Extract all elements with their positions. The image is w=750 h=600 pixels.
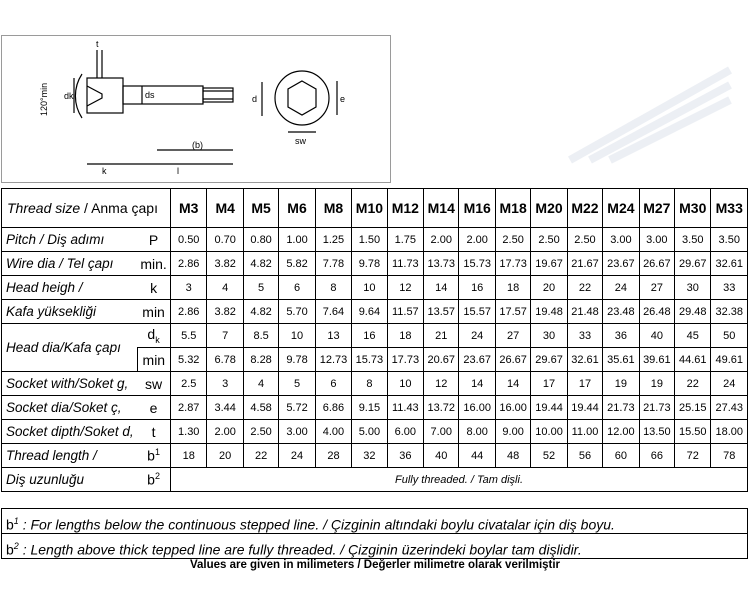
value-cell: 32.61 <box>711 252 748 276</box>
table-row <box>2 444 748 468</box>
row-symbol: k <box>137 276 170 300</box>
size-header-cell: M18 <box>495 189 530 228</box>
row-symbol: min. <box>137 252 170 276</box>
value-cell: 39.61 <box>639 348 674 372</box>
value-cell: 2.00 <box>424 228 459 252</box>
value-cell: 1.50 <box>352 228 387 252</box>
value-cell: 2.87 <box>171 396 207 420</box>
value-cell: 1.30 <box>171 420 207 444</box>
value-cell: 17.57 <box>495 300 530 324</box>
value-cell: 2.86 <box>171 252 207 276</box>
footnote-text: : Length above thick tepped line are fully threaded. / Çizginin üzerindeki boylar tam dişlidir. <box>18 541 582 558</box>
value-cell: 13.73 <box>424 252 459 276</box>
value-cell: 35.61 <box>603 348 639 372</box>
table-row <box>2 468 748 492</box>
value-cell: 19.44 <box>531 396 567 420</box>
value-cell: 2.50 <box>531 228 567 252</box>
row-label: Thread length / <box>2 444 138 468</box>
value-cell: 33 <box>711 276 748 300</box>
row-label: Head heigh / <box>2 276 138 300</box>
table-row <box>2 276 748 300</box>
footnote-prefix: b <box>6 516 14 533</box>
label-d: d <box>252 94 258 104</box>
value-cell: 10.00 <box>531 420 567 444</box>
size-header-cell: M6 <box>279 189 315 228</box>
value-cell: 16.00 <box>495 396 530 420</box>
value-cell: 9.15 <box>352 396 387 420</box>
value-cell: 30 <box>675 276 711 300</box>
row-symbol: $b^2$ <box>137 468 170 492</box>
row-label: Kafa yüksekliği <box>2 300 138 324</box>
thread-size-separator: / <box>80 200 92 216</box>
value-cell: 15.73 <box>459 252 495 276</box>
value-cell: 2.00 <box>207 420 243 444</box>
value-cell: 10 <box>387 372 423 396</box>
value-cell: 13.57 <box>424 300 459 324</box>
bolt-shank-shape <box>123 86 203 104</box>
value-cell: 19.67 <box>531 252 567 276</box>
notes-block <box>1 508 748 559</box>
footnote <box>2 533 747 558</box>
size-header-cell: M33 <box>711 189 748 228</box>
value-cell: 29.48 <box>675 300 711 324</box>
specification-table <box>1 188 748 492</box>
value-cell: 78 <box>711 444 748 468</box>
size-header-cell: M16 <box>459 189 495 228</box>
value-cell: 3.82 <box>207 252 243 276</box>
value-cell: 36 <box>387 444 423 468</box>
value-cell: 3.00 <box>603 228 639 252</box>
row-label: Pitch / Diş adımı <box>2 228 138 252</box>
value-cell: 7.64 <box>315 300 351 324</box>
row-symbol: $d_k$ <box>137 324 170 348</box>
value-cell: 36 <box>603 324 639 348</box>
value-cell: 3 <box>171 276 207 300</box>
value-cell: 32.38 <box>711 300 748 324</box>
table-row <box>2 324 748 348</box>
value-cell: 17 <box>567 372 602 396</box>
value-cell: 8 <box>315 276 351 300</box>
size-header-cell: M24 <box>603 189 639 228</box>
value-cell: 9.78 <box>352 252 387 276</box>
value-cell: 18.00 <box>711 420 748 444</box>
value-cell: 4.82 <box>243 300 278 324</box>
value-cell: 16 <box>352 324 387 348</box>
value-cell: 26.67 <box>495 348 530 372</box>
value-cell: 6.78 <box>207 348 243 372</box>
value-cell: 0.80 <box>243 228 278 252</box>
value-cell: 9.78 <box>279 348 315 372</box>
value-cell: 60 <box>603 444 639 468</box>
value-cell: 16.00 <box>459 396 495 420</box>
header-row <box>2 189 748 228</box>
value-cell: 3.00 <box>279 420 315 444</box>
label-l: l <box>177 166 179 176</box>
value-cell: 22 <box>675 372 711 396</box>
label-b: (b) <box>192 140 203 150</box>
label-k: k <box>102 166 107 176</box>
value-cell: 21.73 <box>639 396 674 420</box>
end-view-circle <box>275 71 329 125</box>
value-cell: 2.50 <box>567 228 602 252</box>
label-dk: dk <box>64 91 74 101</box>
value-cell: 56 <box>567 444 602 468</box>
value-cell: 2.00 <box>459 228 495 252</box>
table-row <box>2 420 748 444</box>
specification-table-body <box>2 189 748 492</box>
size-header-cell: M30 <box>675 189 711 228</box>
value-cell: 0.70 <box>207 228 243 252</box>
value-cell: 24 <box>279 444 315 468</box>
bolt-drawing-svg <box>2 36 390 182</box>
value-cell: 7 <box>207 324 243 348</box>
row-symbol: e <box>137 396 170 420</box>
value-cell: 6 <box>315 372 351 396</box>
bolt-thread-shape <box>203 88 233 102</box>
value-cell: 14 <box>424 276 459 300</box>
label-ds: ds <box>145 90 155 100</box>
value-cell: 13 <box>315 324 351 348</box>
watermark-screw-graphic <box>560 60 740 170</box>
value-cell: 26.67 <box>639 252 674 276</box>
value-cell: 10 <box>352 276 387 300</box>
row-label: Socket with/Soket g, <box>2 372 138 396</box>
value-cell: 14 <box>495 372 530 396</box>
value-cell: 21.48 <box>567 300 602 324</box>
row-label: Socket dia/Soket ç, <box>2 396 138 420</box>
value-cell: 25.15 <box>675 396 711 420</box>
value-cell: 18 <box>495 276 530 300</box>
value-cell: 11.00 <box>567 420 602 444</box>
value-cell: 5.00 <box>352 420 387 444</box>
value-cell: 12 <box>387 276 423 300</box>
value-cell: 8.5 <box>243 324 278 348</box>
value-cell: 4.82 <box>243 252 278 276</box>
value-cell: 28 <box>315 444 351 468</box>
value-cell: 6.00 <box>387 420 423 444</box>
value-cell: 23.67 <box>603 252 639 276</box>
label-t: t <box>96 39 99 49</box>
size-header-cell: M10 <box>352 189 387 228</box>
value-cell: 12.73 <box>315 348 351 372</box>
value-cell: 19.44 <box>567 396 602 420</box>
value-cell: 17 <box>531 372 567 396</box>
row-symbol: min <box>137 348 170 372</box>
value-cell: 48 <box>495 444 530 468</box>
value-cell: 4 <box>207 276 243 300</box>
value-cell: 3.44 <box>207 396 243 420</box>
value-cell: 13.72 <box>424 396 459 420</box>
value-cell: 11.57 <box>387 300 423 324</box>
value-cell: 19.48 <box>531 300 567 324</box>
value-cell: 32 <box>352 444 387 468</box>
value-cell: 1.75 <box>387 228 423 252</box>
value-cell: 40 <box>639 324 674 348</box>
value-cell: 6 <box>279 276 315 300</box>
value-cell: 2.5 <box>171 372 207 396</box>
value-cell: 4.00 <box>315 420 351 444</box>
value-cell: 15.57 <box>459 300 495 324</box>
value-cell: 4 <box>243 372 278 396</box>
label-sw: sw <box>295 136 306 146</box>
technical-drawing <box>1 35 391 183</box>
value-cell: 22 <box>567 276 602 300</box>
value-cell: 20.67 <box>424 348 459 372</box>
row-symbol: t <box>137 420 170 444</box>
value-cell: 40 <box>424 444 459 468</box>
footnote <box>2 508 747 533</box>
label-e: e <box>340 94 346 104</box>
table-row <box>2 372 748 396</box>
thread-size-label-tr: Anma çapı <box>91 200 158 216</box>
size-header-cell: M27 <box>639 189 674 228</box>
value-cell: 44.61 <box>675 348 711 372</box>
socket-cone-shape <box>87 86 102 106</box>
value-cell: 20 <box>207 444 243 468</box>
value-cell: 18 <box>171 444 207 468</box>
value-cell: 3.50 <box>675 228 711 252</box>
size-header-cell: M12 <box>387 189 423 228</box>
value-cell: 4.58 <box>243 396 278 420</box>
value-cell: 9.00 <box>495 420 530 444</box>
value-cell: 32.61 <box>567 348 602 372</box>
value-cell: 17.73 <box>387 348 423 372</box>
value-cell: 8.28 <box>243 348 278 372</box>
value-cell: 10 <box>279 324 315 348</box>
table-row <box>2 300 748 324</box>
footnote-text: : For lengths below the continuous stepped line. / Çizginin altındaki boylu civatalar için diş boyu. <box>18 516 615 533</box>
size-header-cell: M4 <box>207 189 243 228</box>
value-cell: 8.00 <box>459 420 495 444</box>
size-header-cell: M5 <box>243 189 278 228</box>
row-symbol: P <box>137 228 170 252</box>
value-cell: 12.00 <box>603 420 639 444</box>
hex-socket-shape <box>288 81 316 115</box>
value-cell: 27 <box>639 276 674 300</box>
footnote-prefix: b <box>6 541 14 558</box>
value-cell: 12 <box>424 372 459 396</box>
size-header-cell: M22 <box>567 189 602 228</box>
value-cell: 5.32 <box>171 348 207 372</box>
value-cell: 15.50 <box>675 420 711 444</box>
value-cell: 50 <box>711 324 748 348</box>
value-cell: 1.25 <box>315 228 351 252</box>
value-cell: 1.00 <box>279 228 315 252</box>
value-cell: 21.73 <box>603 396 639 420</box>
value-cell: 7.00 <box>424 420 459 444</box>
value-cell: 27.43 <box>711 396 748 420</box>
value-cell: 8 <box>352 372 387 396</box>
value-cell: 3.00 <box>639 228 674 252</box>
value-cell: 30 <box>531 324 567 348</box>
row-symbol: $b^1$ <box>137 444 170 468</box>
units-footer: Values are given in milimeters / Değerler milimetre olarak verilmiştir <box>189 559 561 571</box>
table-row <box>2 228 748 252</box>
value-cell: 5.70 <box>279 300 315 324</box>
row-label: Socket dipth/Soket d, <box>2 420 138 444</box>
value-cell: 24 <box>459 324 495 348</box>
value-cell: 72 <box>675 444 711 468</box>
value-cell: 21 <box>424 324 459 348</box>
value-cell: 2.50 <box>243 420 278 444</box>
value-cell: 21.67 <box>567 252 602 276</box>
value-cell: 7.78 <box>315 252 351 276</box>
size-header-cell: M20 <box>531 189 567 228</box>
value-cell: 9.64 <box>352 300 387 324</box>
value-cell: 52 <box>531 444 567 468</box>
value-cell: 44 <box>459 444 495 468</box>
value-cell: 11.73 <box>387 252 423 276</box>
value-cell: 2.86 <box>171 300 207 324</box>
value-cell: 20 <box>531 276 567 300</box>
value-cell: 17.73 <box>495 252 530 276</box>
value-cell: 5.72 <box>279 396 315 420</box>
value-cell: 18 <box>387 324 423 348</box>
value-cell: 14 <box>459 372 495 396</box>
value-cell: 23.48 <box>603 300 639 324</box>
row-symbol: sw <box>137 372 170 396</box>
angle-arc <box>75 74 82 118</box>
thread-size-header <box>2 189 171 228</box>
value-cell: 13.50 <box>639 420 674 444</box>
value-cell: 3.82 <box>207 300 243 324</box>
row-label: Wire dia / Tel çapı <box>2 252 138 276</box>
bolt-head-shape <box>87 78 123 113</box>
footnote-number: 1 <box>13 516 19 526</box>
value-cell: 45 <box>675 324 711 348</box>
fully-threaded-note: Fully threaded. / Tam dişli. <box>171 468 748 492</box>
footnote-number: 2 <box>13 541 19 551</box>
value-cell: 19 <box>603 372 639 396</box>
value-cell: 2.50 <box>495 228 530 252</box>
value-cell: 24 <box>711 372 748 396</box>
label-angle: 120°min <box>39 82 49 116</box>
value-cell: 49.61 <box>711 348 748 372</box>
value-cell: 5.82 <box>279 252 315 276</box>
size-header-cell: M14 <box>424 189 459 228</box>
value-cell: 5.5 <box>171 324 207 348</box>
value-cell: 16 <box>459 276 495 300</box>
value-cell: 11.43 <box>387 396 423 420</box>
table-row <box>2 396 748 420</box>
table-row <box>2 252 748 276</box>
value-cell: 19 <box>639 372 674 396</box>
row-symbol: min <box>137 300 170 324</box>
value-cell: 3.50 <box>711 228 748 252</box>
value-cell: 27 <box>495 324 530 348</box>
value-cell: 15.73 <box>352 348 387 372</box>
thread-size-label: Thread size <box>7 200 81 216</box>
value-cell: 29.67 <box>531 348 567 372</box>
value-cell: 0.50 <box>171 228 207 252</box>
value-cell: 6.86 <box>315 396 351 420</box>
value-cell: 5 <box>279 372 315 396</box>
value-cell: 24 <box>603 276 639 300</box>
value-cell: 26.48 <box>639 300 674 324</box>
value-cell: 23.67 <box>459 348 495 372</box>
size-header-cell: M8 <box>315 189 351 228</box>
size-header-cell: M3 <box>171 189 207 228</box>
value-cell: 22 <box>243 444 278 468</box>
row-label: Head dia/Kafa çapı <box>2 324 138 372</box>
value-cell: 29.67 <box>675 252 711 276</box>
value-cell: 3 <box>207 372 243 396</box>
value-cell: 33 <box>567 324 602 348</box>
value-cell: 5 <box>243 276 278 300</box>
row-label: Diş uzunluğu <box>2 468 138 492</box>
value-cell: 66 <box>639 444 674 468</box>
